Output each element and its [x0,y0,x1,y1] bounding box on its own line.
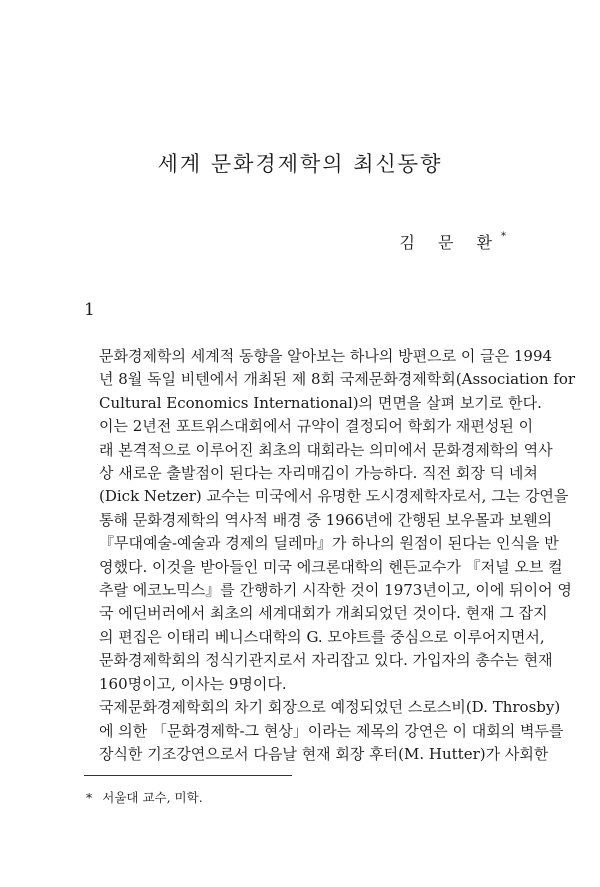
text-line: (Dick Netzer) 교수는 미국에서 유명한 도시경제학자로서, 그는 강연을 [99,487,569,506]
footnote-text: 서울대 교수, 미학. [102,790,203,805]
paragraph [84,415,572,696]
text-line: 국제문화경제학회의 차기 회장으로 예정되었던 스로스비(D. Throsby) [99,698,561,717]
text-line: 160명이고, 이사는 9명이다. [99,674,287,693]
article-title: 세계 문화경제학의 최신동향 [157,152,443,176]
text-line: 추랄 에코노믹스』를 간행하기 시작한 것이 1973년이고, 이에 뒤이어 영 [99,581,572,600]
text-line: 상 새로운 출발점이 된다는 자리매김이 가능하다. 직전 회장 딕 네쳐 [99,464,538,483]
section-number: 1 [84,300,95,320]
text-line: 의 편집은 이태리 베니스대학의 G. 모야트를 중심으로 이루어지면서, [99,627,545,646]
text-line: 래 본격적으로 이루어진 최초의 대회라는 의미에서 문화경제학의 역사 [99,440,553,459]
text-line: 이는 2년전 포트위스대회에서 규약이 결정되어 학회가 재편성된 이 [99,417,534,436]
text-line: 년 8월 독일 비텐에서 개최된 제 8회 국제문화경제학회(Association for [99,370,576,389]
footnote [86,788,203,806]
article-body [84,345,576,766]
text-line: 문화경제학회의 정식기관지로서 자리잡고 있다. 가입자의 총수는 현재 [99,651,553,670]
text-line: Cultural Economics International)의 면면을 살펴 보기로 한다. [99,393,542,412]
text-line: 문화경제학의 세계적 동향을 알아보는 하나의 방편으로 이 글은 1994 [99,347,553,365]
footnote-mark: * [86,790,93,805]
author-byline [399,230,506,253]
text-line: 통해 문화경제학의 역사적 배경 중 1966년에 간행된 보우몰과 보웬의 [99,510,553,529]
paragraph [84,696,564,766]
text-line: 에 의한 「문화경제학-그 현상」이라는 제목의 강연은 이 대회의 벽두를 [99,721,564,740]
author-footnote-mark: * [501,230,506,242]
footnote-divider [84,775,292,776]
paragraph [84,345,576,415]
text-line: 장식한 기조강연으로서 다음날 현재 회장 후터(M. Hutter)가 사회한 [99,744,549,763]
text-line: 『무대예술-예술과 경제의 딜레마』가 하나의 원점이 된다는 인식을 반 [99,534,559,553]
text-line: 국 에딘버러에서 최초의 세계대회가 개최되었던 것이다. 현재 그 잡지 [99,604,548,623]
text-line: 영했다. 이것을 받아들인 미국 에크론대학의 헨든교수가 『저널 오브 컬 [99,557,563,576]
author-name: 김 문 환 [399,233,501,252]
